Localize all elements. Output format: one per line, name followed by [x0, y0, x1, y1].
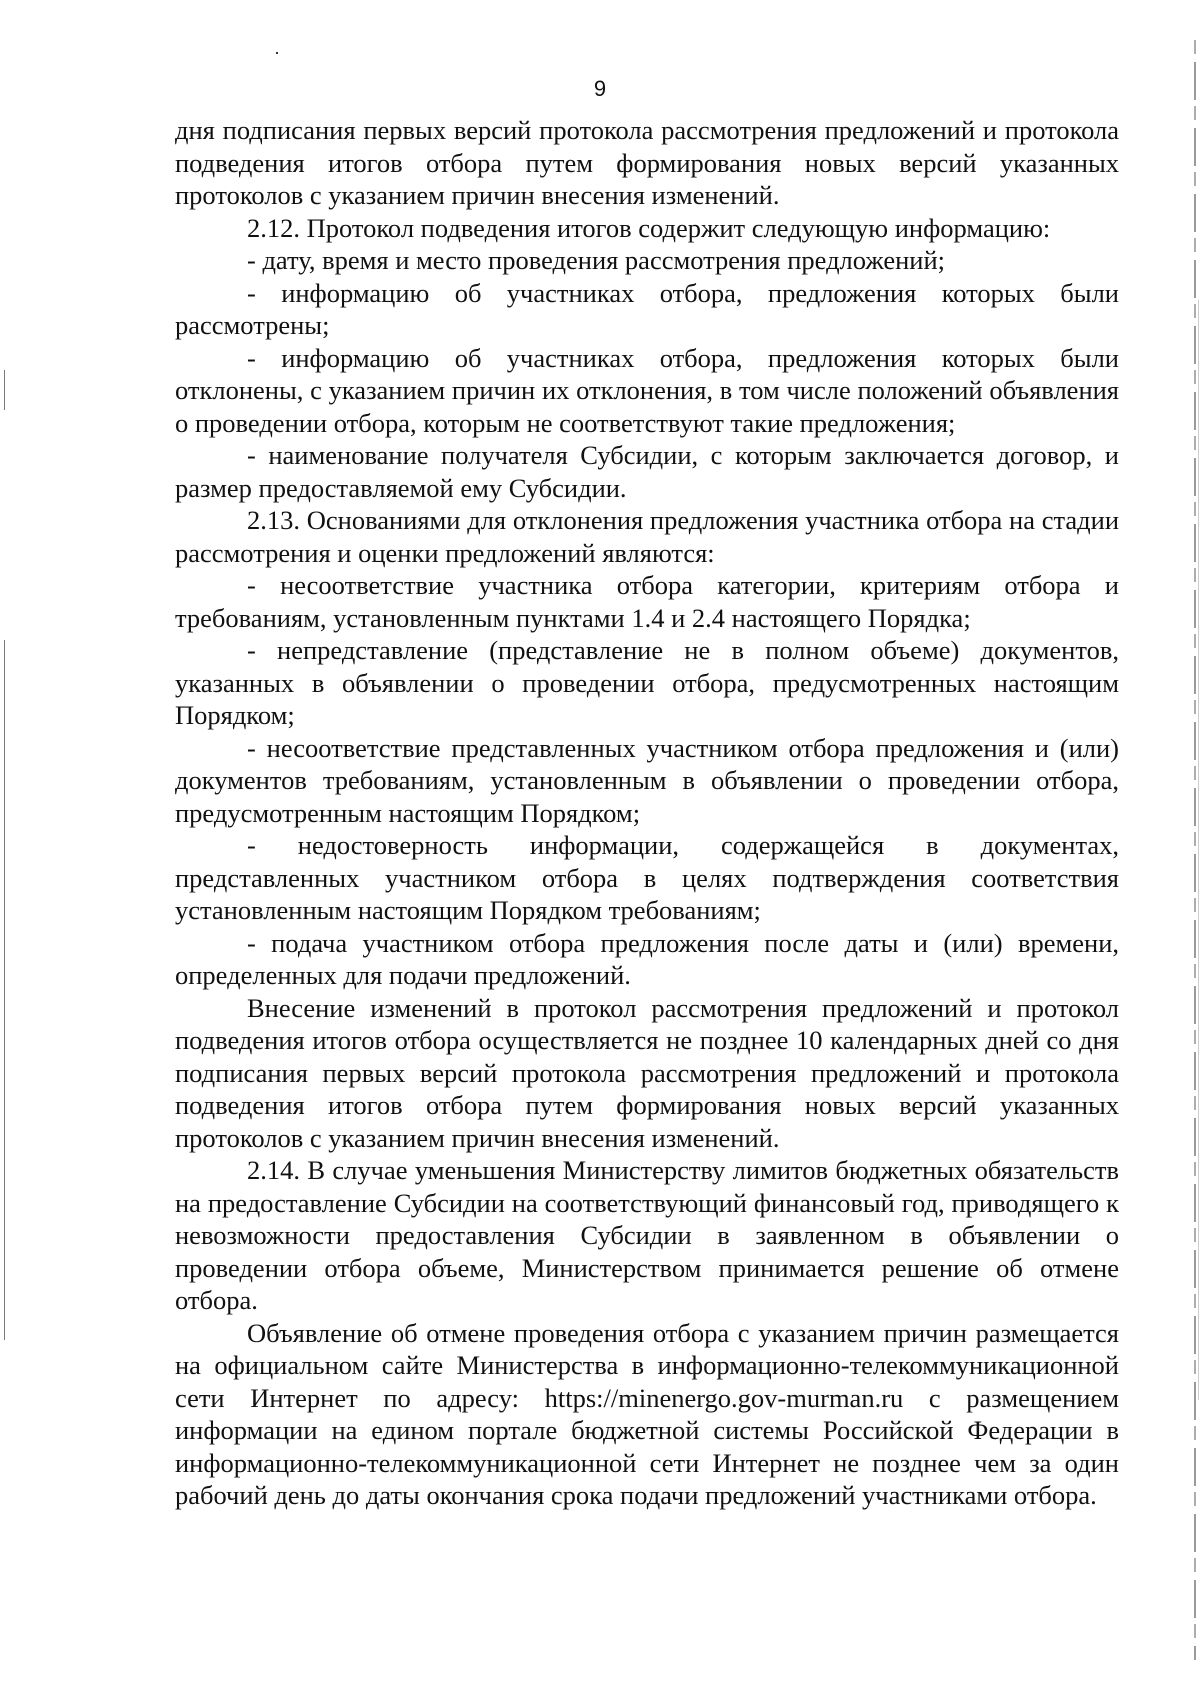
scan-edge-mark — [4, 640, 5, 1340]
paragraph: Объявление об отмене проведения отбора с указанием причин размещается на официальном сайте Министерства в информационно-телекоммуникационной сети Интернет по адресу: https://minenergo.gov-murman.ru с размещением информации на едином портале бюджетной системы Российской Федерации в информационно-телекоммуникационной сети Интернет не позднее чем за один рабочий день до даты окончания срока подачи предложений участниками отбора. — [175, 1317, 1119, 1510]
paragraph: - недостоверность информации, содержащейся в документах, представленных участником отбора в целях подтверждения соответствия установленным настоящим Порядком требованиям; — [175, 830, 1119, 925]
paragraph: - информацию об участниках отбора, предложения которых были рассмотрены; — [175, 277, 1119, 340]
page-number: 9 — [593, 76, 607, 101]
scan-edge-line — [1194, 40, 1196, 1660]
paragraph: - подача участником отбора предложения после даты и (или) времени, определенных для подачи предложений. — [175, 927, 1119, 990]
paragraph: 2.12. Протокол подведения итогов содержит следующую информацию: — [247, 212, 1051, 243]
paragraph: - несоответствие участника отбора категории, критериям отбора и требованиям, установленным пунктами 1.4 и 2.4 настоящего Порядка; — [175, 570, 1119, 633]
paragraph: 2.13. Основаниями для отклонения предложения участника отбора на стадии рассмотрения и оценки предложений являются: — [175, 505, 1119, 568]
document-body — [175, 114, 1119, 1512]
paragraph: Внесение изменений в протокол рассмотрения предложений и протокол подведения итогов отбора осуществляется не позднее 10 календарных дней со дня подписания первых версий протокола рассмотрения предложений и протокола подведения итогов отбора путем формирования новых версий указанных протоколов с указанием причин внесения изменений. — [175, 992, 1119, 1153]
paragraph: 2.14. В случае уменьшения Министерству лимитов бюджетных обязательств на предоставление Субсидии на соответствующий финансовый год, приводящего к невозможности предоставления Субсидии в заявленном в объявлении о проведении отбора объеме, Министерством принимается решение об отмене отбора. — [175, 1155, 1119, 1315]
scan-speck — [276, 52, 278, 54]
scan-edge-line — [1198, 300, 1199, 1400]
paragraph: - дату, время и место проведения рассмотрения предложений; — [247, 245, 946, 275]
paragraph: - непредставление (представление не в полном объеме) документов, указанных в объявлении о проведении отбора, предусмотренных настоящим Порядком; — [175, 635, 1119, 730]
scan-edge-mark — [4, 370, 5, 410]
paragraph: - наименование получателя Субсидии, с которым заключается договор, и размер предоставляемой ему Субсидии. — [175, 440, 1119, 503]
paragraph: - несоответствие представленных участником отбора предложения и (или) документов требованиям, установленным в объявлении о проведении отбора, предусмотренным настоящим Порядком; — [175, 732, 1119, 828]
paragraph: - информацию об участниках отбора, предложения которых были отклонены, с указанием причин их отклонения, в том числе положений объявления о проведении отбора, которым не соответствуют такие предложения; — [175, 342, 1119, 438]
paragraph: дня подписания первых версий протокола рассмотрения предложений и протокола подведения итогов отбора путем формирования новых версий указанных протоколов с указанием причин внесения изменений. — [175, 115, 1119, 210]
